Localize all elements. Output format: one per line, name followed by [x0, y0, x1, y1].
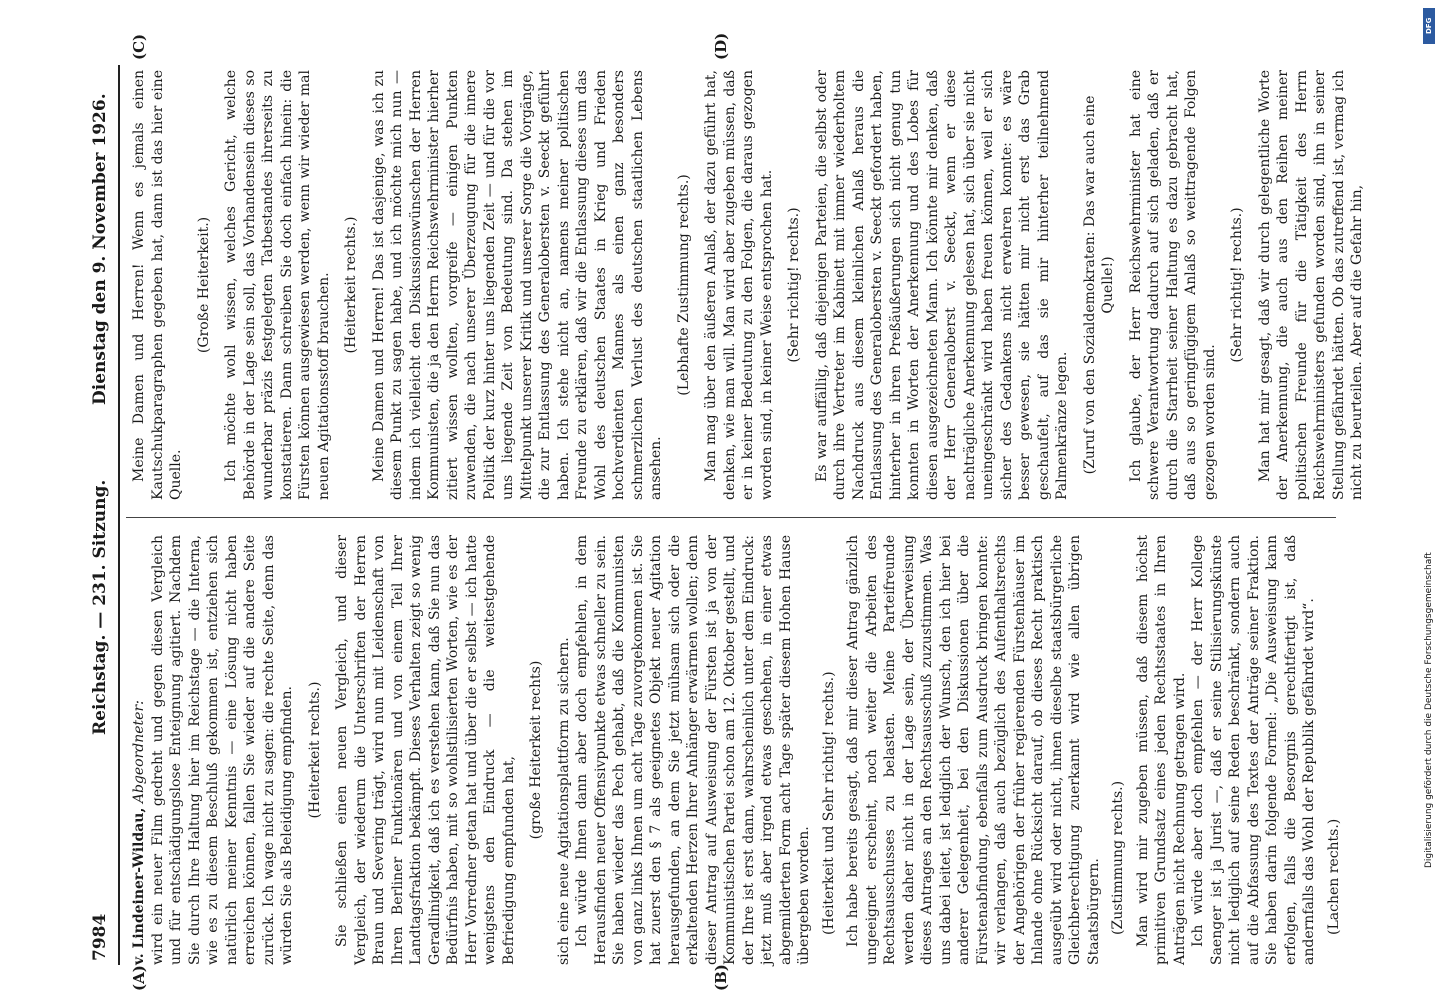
interjection: (Lachen rechts.)	[1325, 818, 1342, 935]
paragraph: Ich habe bereits gesagt, daß mir dieser Antrag gänzlich ungeeignet erscheint, noch weiter die Arbeiten des Rechtsausschusses zu belasten. Meine Parteifreunde werden daher nicht in der Lage sein, der Überweisung dieses Antrages an den Rechtsausschuß zuzustimmen. Was uns dabei leitet, ist lediglich der Wunsch, den ich hier bei anderer Gelegenheit, bei den Diskussionen über die Fürstenabfindung, ebenfalls zum Ausdruck bringen konnte: wir verlangen, daß auch bezüglich des Aufenthaltsrechts der Angehörigen der früher regierenden Fürstenhäuser im Inlande ohne Rücksicht darauf, ob dieses Recht praktisch ausgeübt wird oder nicht, ihnen dieselbe staatsbürgerliche Gleichberechtigung zuerkannt wird wie allen übrigen Staatsbürgern.	[845, 535, 1102, 965]
interjection: (Sehr richtig! rechts.)	[786, 207, 802, 363]
header-date: Dienstag den 9. November 1926.	[90, 93, 110, 405]
margin-mark-b: (B)	[712, 964, 730, 991]
header-title: Reichstag. — 231. Sitzung.	[90, 479, 110, 735]
margin-mark-d: (D)	[712, 32, 730, 60]
column-divider	[126, 517, 1336, 518]
paragraph: Sie schließen einen neuen Vergleich, und dieser Vergleich, der wiederum die Unterschriften der Herren Braun und Severing trägt, wird nun mit Leidenschaft von Ihren Berliner Funktionären und von einem Teil Ihrer Landtagsfraktion bekämpft. Dieses Verhalten zeigt so wenig Geradlinigkeit, daß ich es verstehen kann, daß Sie nun das Bedürfnis haben, mit so wohlstilisierten Worten, wie es der Herr Vorredner getan hat und über die er selbst — ich hatte wenigstens den Eindruck — die weitestgehende Befriedigung empfunden hat,	[334, 535, 517, 965]
paragraph: wird ein neuer Film gedreht und gegen diesen Vergleich und für entschädigungslose Enteignung agitiert. Nachdem Sie durch Ihre Haltung hier im Reichstage — die Interna, wie es zu diesem Beschluß gekommen ist, entziehen sich natürlich meiner Kenntnis — eine Lösung nicht haben erreichen können, fallen Sie wieder auf die andere Seite zurück. Ich wage nicht zu sagen: die rechte Seite, denn das würden Sie als Beleidigung empfinden.	[149, 535, 295, 965]
paragraph: Ich würde aber doch empfehlen — der Herr Kollege Saenger ist ja Jurist —, daß er seine Stilisierungskünste nicht lediglich auf seine Reden beschränkt, sondern auch auf die Abfassung des Textes der Anträge seiner Fraktion. Sie haben darin folgende Formel: „Die Ausweisung kann erfolgen, falls die Besorgnis gerechtfertigt ist, daß andernfalls das Wohl der Republik gefährdet wird“.	[1190, 535, 1317, 965]
paragraph: Meine Damen und Herren! Wenn es jemals einen Kautschukparagraphen gegeben hat, dann ist das hier eine Quelle.	[131, 70, 184, 500]
page-number: 7984	[90, 913, 110, 961]
interjection: (Heiterkeit und Sehr richtig! rechts.)	[820, 671, 837, 935]
speaker-name: v. Lindeiner-Wildau,	[131, 807, 147, 965]
interjection: (Zustimmung rechts.)	[1110, 780, 1126, 935]
rotated-document-page	[82, 32, 1365, 991]
paragraph: Ich glaube, der Herr Reichswehrminister hat eine schwere Verantwortung dadurch auf sich geladen, daß er durch die Starrheit seiner Haltung es dazu gebracht hat, daß aus so geringfügigem Anlaß so weittragende Folgen gezogen worden sind.	[1127, 70, 1218, 500]
digitization-credit	[1420, 8, 1438, 998]
paragraph: Man wird mir zugeben müssen, daß diesem höchst primitiven Grundsatz eines jeden Rechtsstaates in Ihren Anträgen nicht Rechnung getragen wird.	[1134, 535, 1188, 965]
dfg-logo: DFG	[1423, 8, 1435, 44]
interjection: (Heiterkeit rechts.)	[343, 216, 359, 354]
paragraph: Es war auffällig, daß diejenigen Parteien, die selbst oder durch ihre Vertreter im Kabinett mit immer wiederholtem Nachdruck aus diesem kleinlichen Anlaß heraus die Entlassung des Generalobersten v. Seeckt gefordert haben, hinterher in ihren Preßäußerungen sich nicht genug tun konnten in Worten der Anerkennung und des Lobes für diesen ausgezeichneten Mann. Ich könnte mir denken, daß der Herr Generaloberst v. Seeckt, wenn er diese nachträgliche Anerkennung gelesen hat, sich über sie nicht uneingeschränkt wird haben freuen können, weil er sich sicher des Gedankens nicht erwehren konnte: es wäre besser gewesen, sie hätten mir nicht erst das Grab geschaufelt, auf das sie mir hinterher teilnehmend Palmenkränze legen.	[813, 70, 1070, 500]
paragraph: sich eine neue Agitationsplattform zu sichern.	[555, 637, 572, 965]
left-column	[130, 535, 1342, 965]
credit-text: Digitalisierung gefördert durch die Deutsche Forschungsgemeinschaft	[1424, 552, 1434, 868]
interjection: (Sehr richtig! rechts.)	[1229, 207, 1245, 363]
interjection: (große Heiterkeit rechts)	[528, 660, 544, 840]
paragraph: Ich würde Ihnen dann aber doch empfehlen, in dem Herausfinden neuer Offensivpunkte etwas schneller zu sein. Sie haben wieder das Pech gehabt, daß die Kommunisten von ganz links Ihnen um acht Tage zuvorgekommen ist. Sie hat zuerst den § 7 als geeignetes Objekt neuer Agitation herausgefunden, an dem Sie jetzt mühsam sich oder die erkaltenden Herzen Ihrer Anhänger erwärmen wollen; denn dieser Antrag auf Ausweisung der Fürsten ist ja von der Kommunistischen Partei schon am 12. Oktober gestellt, und der Ihre ist erst dann, wahrscheinlich unter dem Eindruck: jetzt muß aber irgend etwas geschehen, in einer etwas abgemilderten Form acht Tage später diesem Hohen Hause übergeben worden.	[574, 535, 812, 965]
paragraph: Man mag über den äußeren Anlaß, der dazu geführt hat, denken, wie man will. Man wird aber zugeben müssen, daß er in keiner Bedeutung zu den Folgen, die daraus gezogen worden sind, in keiner Weise entsprochen hat.	[703, 70, 775, 500]
interjection: (Große Heiterkeit.)	[195, 216, 212, 354]
margin-mark-c: (C)	[130, 33, 148, 60]
paragraph: Ich möchte wohl wissen, welches Gericht, welche Behörde in der Lage sein soll, das Vorhandensein dieses so wunderbar präzis festgelegten Tatbestandes ihrerseits zu konstatieren. Dann schreiben Sie doch einfach hinein: die Fürsten können ausgewiesen werden, wenn wir wieder mal neuen Agitationsstoff brauchen.	[223, 70, 332, 500]
margin-mark-a: (A)	[130, 965, 148, 991]
paragraph: Man hat mir gesagt, daß wir durch gelegentliche Worte der Anerkennung, die auch aus den Reihen meiner politischen Freunde für die Tätigkeit des Herrn Reichswehrministers gefunden worden sind, ihn in seiner Stellung gefährdet hätten. Ob das zutreffend ist, vermag ich nicht zu beurteilen. Aber auf die Gefahr hin,	[1256, 70, 1365, 500]
speaker-role: Abgeordneter:	[131, 700, 147, 804]
right-column	[130, 70, 1365, 500]
interjection: (Lebhafte Zustimmung rechts.)	[675, 174, 692, 396]
interjection: (Zuruf von den Sozialdemokraten: Das war auch eine Quelle!)	[1081, 95, 1116, 475]
running-header	[82, 65, 120, 965]
speaker-line	[130, 535, 149, 965]
paragraph: Meine Damen und Herren! Das ist dasjenige, was ich zu diesem Punkt zu sagen habe, und ich möchte mich nun — indem ich vielleicht den Diskussionswünschen der Herren Kommunisten, die ja den Herrn Reichswehrminister hierher zitiert wissen wollten, vorgreife — einigen Punkten zuwenden, die nach unserer Überzeugung für die innere Politik der kurz hinter uns liegenden Zeit — und für die vor uns liegende Zeit von Bedeutung sind. Da stehen im Mittelpunkt unserer Kritik und unserer Sorge die Vorgänge, die zur Entlassung des Generalobersten v. Seeckt geführt haben. Ich stehe nicht an, namens meiner politischen Freunde zu erklären, daß wir die Entlassung dieses um das Wohl des deutschen Staates in Krieg und Frieden hochverdienten Mannes als einen ganz besonders schmerzlichen Verlust des deutschen staatlichen Lebens ansehen.	[370, 70, 664, 500]
interjection: (Heiterkeit rechts.)	[306, 681, 323, 819]
